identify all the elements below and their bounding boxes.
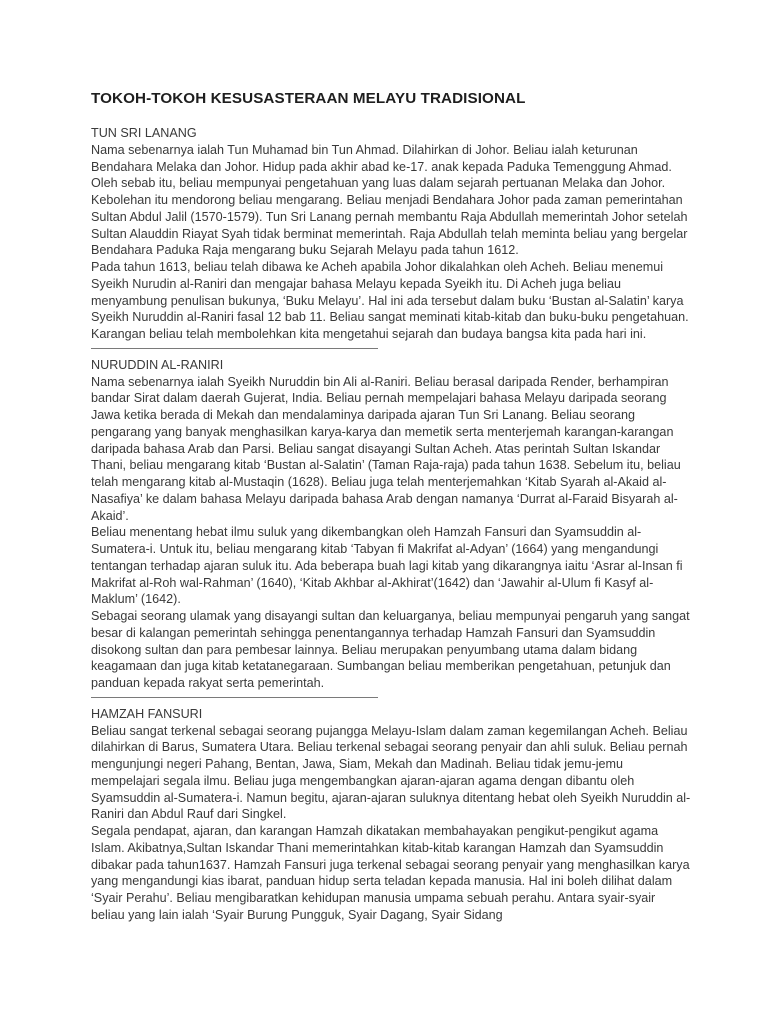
document-body bbox=[91, 125, 691, 924]
page-title: TOKOH-TOKOH KESUSASTERAAN MELAYU TRADISIONAL bbox=[91, 90, 526, 107]
paragraph: Segala pendapat, ajaran, dan karangan Hamzah dikatakan membahayakan pengikut-pengikut agama Islam. Akibatnya,Sultan Iskandar Thani memerintahkan kitab-kitab karangan Hamzah dan Syamsuddin dibakar pada tahun1637. Hamzah Fansuri juga terkenal sebagai seorang penyair yang menghasilkan karya yang mengandungi kias ibarat, panduan hidup serta teladan kepada manusia. Hal ini boleh dilihat dalam ‘Syair Perahu’. Beliau mengibaratkan kehidupan manusia umpama sebuah perahu. Antara syair-syair beliau yang lain ialah ‘Syair Burung Pungguk, Syair Dagang, Syair Sidang bbox=[91, 824, 690, 922]
divider bbox=[91, 697, 378, 698]
paragraph: Beliau menentang hebat ilmu suluk yang dikembangkan oleh Hamzah Fansuri dan Syamsuddin al-Sumatera-i. Untuk itu, beliau mengarang kitab ‘Tabyan fi Makrifat al-Adyan’ (1664) yang mengandungi tentangan terhadap ajaran suluk itu. Ada beberapa buah lagi kitab yang dikarangnya iaitu ‘Asrar al-Insan fi Makrifat al-Roh wal-Rahman’ (1640), ‘Kitab Akhbar al-Akhirat’(1642) dan ‘Jawahir al-Ulum fi Kasyf al-Maklum’ (1642). bbox=[91, 525, 683, 607]
paragraph: Beliau sangat terkenal sebagai seorang pujangga Melayu-Islam dalam zaman kegemilangan Acheh. Beliau dilahirkan di Barus, Sumatera Utara. Beliau terkenal sebagai seorang penyair dan ahli suluk. Beliau pernah mengunjungi negeri Pahang, Bentan, Jawa, Siam, Mekah dan Madinah. Beliau tidak jemu-jemu mempelajari segala ilmu. Beliau juga mengembangkan ajaran-ajaran agama dengan dibantu oleh Syamsuddin al-Sumatera-i. Namun begitu, ajaran-ajaran suluknya ditentang hebat oleh Syeikh Nuruddin al-Raniri dan Abdul Rauf dari Singkel. bbox=[91, 723, 691, 822]
paragraph: Nama sebenarnya ialah Tun Muhamad bin Tun Ahmad. Dilahirkan di Johor. Beliau ialah keturunan Bendahara Melaka dan Johor. Hidup pada akhir abad ke-17. anak kepada Paduka Temenggung Ahmad. Oleh sebab itu, beliau mempunyai pengetahuan yang luas dalam sejarah pertuanan Melaka dan Johor. Kebolehan itu mendorong beliau mengarang. Beliau menjadi Bendahara Johor pada zaman pemerintahan Sultan Abdul Jalil (1570-1579). Tun Sri Lanang pernah membantu Raja Abdullah memerintah Johor setelah Sultan Alauddin Riayat Syah tidak berminat memerintah. Raja Abdullah telah meminta beliau yang bergelar Bendahara Paduka Raja mengarang buku Sejarah Melayu pada tahun 1612. bbox=[91, 142, 688, 258]
section-heading-tun-sri-lanang: TUN SRI LANANG bbox=[91, 126, 197, 140]
divider bbox=[91, 348, 378, 349]
section-heading-nuruddin-al-raniri: NURUDDIN AL-RANIRI bbox=[91, 357, 224, 372]
section-heading-hamzah-fansuri: HAMZAH FANSURI bbox=[91, 706, 203, 721]
paragraph: Nama sebenarnya ialah Syeikh Nuruddin bin Ali al-Raniri. Beliau berasal daripada Render, berhampiran bandar Sirat dalam daerah Gujerat, India. Beliau pernah mempelajari bahasa Melayu daripada seorang Jawa ketika berada di Mekah dan mendalaminya daripada ajaran Tun Sri Lanang. Beliau seorang pengarang yang banyak menghasilkan karya-karya dan memetik serta menterjemah karangan-karangan daripada bahasa Arab dan Parsi. Beliau sangat disayangi Sultan Acheh. Atas perintah Sultan Iskandar Thani, beliau mengarang kitab ‘Bustan al-Salatin’ (Taman Raja-raja) pada tahun 1638. Sebelum itu, beliau telah mengarang kitab al-Mustaqin (1628). Beliau juga telah menterjemahkan ‘Kitab Syarah al-Akaid al-Nasafiya’ ke dalam bahasa Melayu daripada bahasa Arab dengan namanya ‘Durrat al-Faraid Bisyarah al-Akaid’. bbox=[91, 374, 681, 523]
paragraph: Pada tahun 1613, beliau telah dibawa ke Acheh apabila Johor dikalahkan oleh Acheh. Beliau menemui Syeikh Nurudin al-Raniri dan mengajar bahasa Melayu kepada Syeikh itu. Di Acheh juga beliau menyambung penulisan bukunya, ‘Buku Melayu’. Hal ini ada tersebut dalam buku ‘Bustan al-Salatin’ karya Syeikh Nuruddin al-Raniri fasal 12 bab 11. Beliau sangat meminati kitab-kitab dan buku-buku pengetahuan. Karangan beliau telah membolehkan kita mengetahui sejarah dan budaya bangsa kita pada hari ini. bbox=[91, 260, 689, 341]
paragraph: Sebagai seorang ulamak yang disayangi sultan dan keluarganya, beliau mempunyai pengaruh yang sangat besar di kalangan pemerintah sehingga penentangannya terhadap Hamzah Fansuri dan Syamsuddin disokong sultan dan para pembesar lainnya. Beliau merupakan penyumbang utama dalam bidang keagamaan dan juga kitab ketatanegaraan. Sumbangan beliau memberikan pengetahuan, petunjuk dan panduan kepada rakyat serta pemerintah. bbox=[91, 609, 690, 690]
